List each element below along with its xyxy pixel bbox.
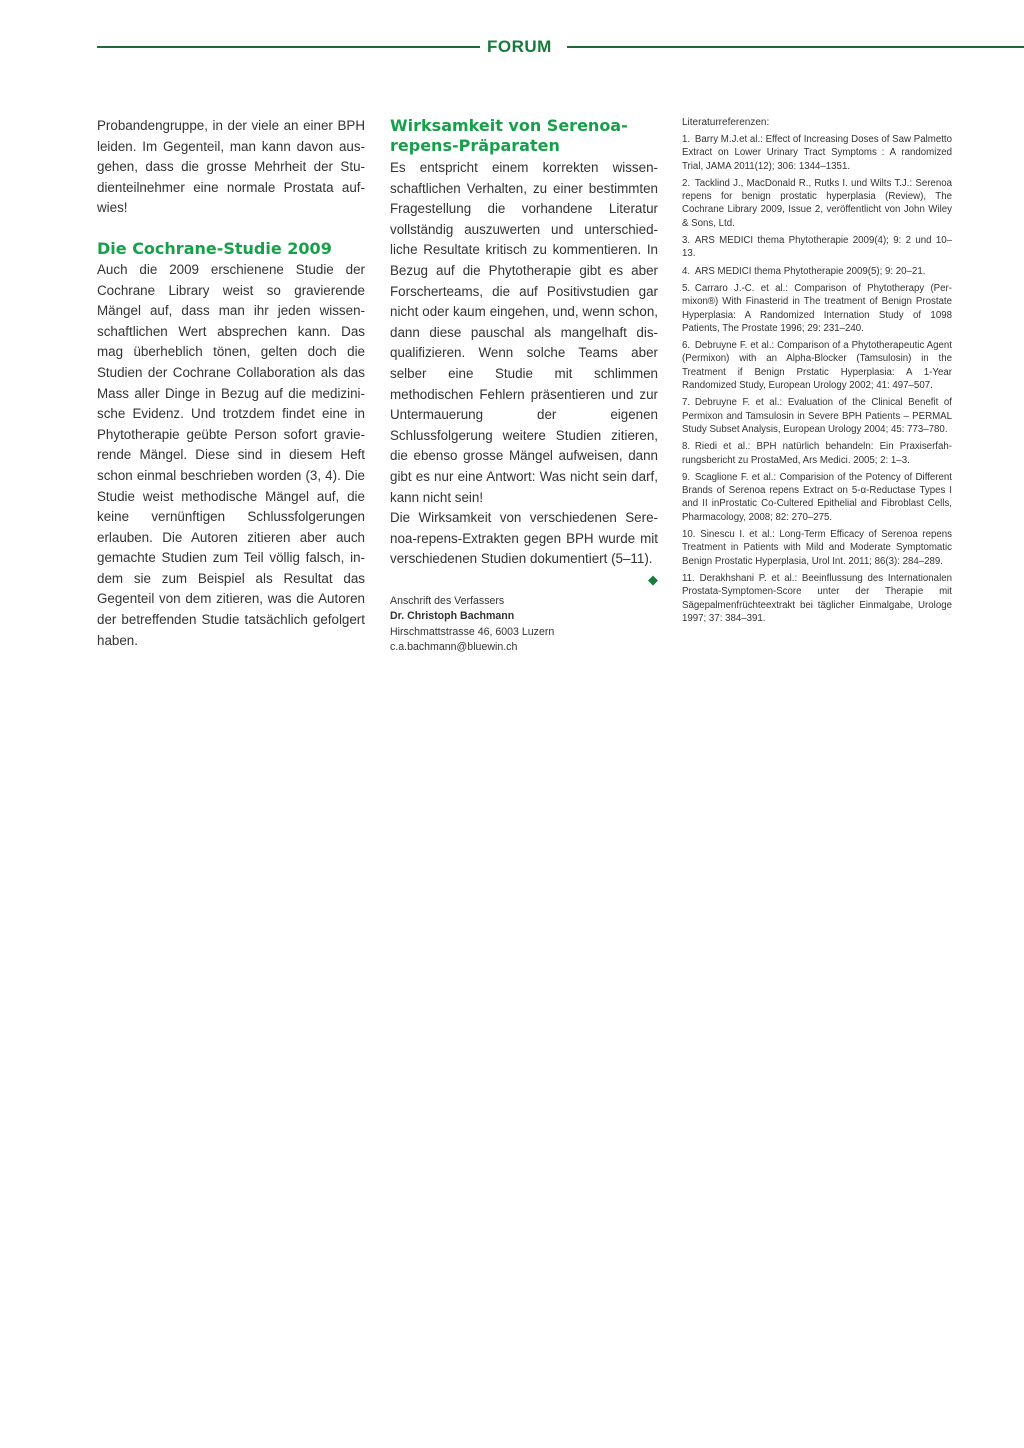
reference-item: 6. Debruyne F. et al.: Comparison of a Phytotherapeutic Agent (Permixon) with an Alpha-Blocker (Tamsulosin) in the Treatment if Benign Prstatic Hyperplasia: A 1-Year Randomized Study, European Urology 2002; 41: 497–507. [682,340,952,392]
author-email: c.a.bachmann@bluewin.ch [390,641,518,654]
section-title: FORUM [487,37,552,56]
header-rule-left [97,46,480,48]
paragraph-intro: Probandengruppe, in der viele an einer BPH leiden. Im Gegenteil, man kann davon ausgehen, dass die grosse Mehrheit der Studienteilnehmer eine normale Prostata aufwies! [97,118,365,216]
column-references [682,116,952,629]
address-label: Anschrift des Verfassers [390,594,505,607]
paragraph-efficacy-1: Es entspricht einem korrekten wissenschaftlichen Verhalten, zu einer bestimmten Fragestellung die vorhandene Literatur vollständig auszuwerten und unterschiedliche Resultate kritisch zu kommentieren. In Bezug auf die Phytotherapie gibt es aber Forscherteams, die auf Positivstudien gar nicht oder kaum eingehen, und, wenn schon, dann diese pauschal als mangelhaft disqualifizieren. Wenn solche Teams aber selber eine Studie mit schlimmen methodischen Fehlern präsentieren und zur Untermauerung der eigenen Schlussfolgerung weitere Studien zitieren, die ebenso grosse Mängel aufweisen, dann gibt es nur eine Antwort: Was nicht sein darf, kann nicht sein! [390,160,658,505]
author-address [390,594,658,656]
reference-item: 2. Tacklind J., MacDonald R., Rutks I. und Wilts T.J.: Serenoa repens for benign prostatic hyperplasia (Review), The Cochrane Library 2009, Issue 2, veröffentlicht von John Wiley & Sons, Ltd. [682,177,952,229]
references-list [682,133,952,625]
paragraph-efficacy-2 [390,508,658,587]
reference-item: 3. ARS MEDICI thema Phytotherapie 2009(4); 9: 2 und 10–13. [682,235,952,260]
author-name: Dr. Christoph Bachmann [390,610,515,623]
heading-efficacy: Wirksamkeit von Serenoa-repens-Präparaten [390,116,628,155]
reference-item: 5. Carraro J.-C. et al.: Comparison of Phytotherapy (Permixon®) With Finasterid in The treatment of Benign Prostate Hyperplasia: A Randomized Internation Study of 1098 Patients, The Prostate 1996; 29: 231–240. [682,282,952,334]
reference-item: 10. Sinescu I. et al.: Long-Term Efficacy of Serenoa repens Treatment in Patients with Mild and Moderate Symptomatic Benign Prostatic Hyperplasia, Urol Int. 2011; 86(3): 284–289. [682,529,952,567]
reference-item: 4. ARS MEDICI thema Phytotherapie 2009(5); 9: 20–21. [682,265,926,277]
heading-cochrane-study: Die Cochrane-Studie 2009 [97,238,332,258]
header-rule-right [567,46,1024,48]
paragraph-cochrane: Auch die 2009 erschienene Studie der Cochrane Library weist so gravierende Mängel auf, dass man ihr jeden wissenschaftlichen Wert absprechen kann. Das mag überheblich tönen, gelten doch die Studien der Cochrane Collaboration als das Mass aller Dinge in Bezug auf die medizinische Evidenz. Und trotzdem findet eine in Phytotherapie geübte Person sofort gravierende Mängel. Diese sind in diesem Heft schon einmal beschrieben worden (3, 4). Die Studie weist methodische Mängel auf, die keine vernünftigen Schlussfolgerungen erlauben. Die Autoren zitieren aber auch gemachte Studien zum Teil völlig falsch, indem sie zum Beispiel als Resultat das Gegenteil von dem zitieren, was die Autoren der betreffenden Studie tatsächlich gefolgert haben. [97,261,365,648]
reference-item: 1. Barry M.J.et al.: Effect of Increasing Doses of Saw Palmetto Extract on Lower Urinary Tract Symptoms : A randomized Trial, JAMA 2011(12); 306: 1344–1351. [682,134,952,172]
page-header [97,36,1024,58]
paragraph-efficacy-2-text: Die Wirksamkeit von verschiedenen Serenoa-repens-Extrakten gegen BPH wurde mit verschiedenen Studien dokumentiert (5–11). [390,510,658,567]
reference-item: 11. Derakhshani P. et al.: Beeinflussung des Internationalen Prostata-Symptomen-Score unter der Therapie mit Sägepalmenfrüchteextrakt bei täglicher Einmalgabe, Urologe 1997; 37: 384–391. [682,572,952,624]
reference-item: 8. Riedi et al.: BPH natürlich behandeln: Ein Praxiserfahrungsbericht zu ProstaMed, Ars Medici. 2005; 2: 1–3. [682,441,952,466]
references-title: Literaturreferenzen: [682,117,770,128]
column-middle [390,116,658,656]
end-of-article-diamond-icon: ◆ [648,571,658,587]
reference-item: 7. Debruyne F. et al.: Evaluation of the Clinical Benefit of Permixon and Tamsulosin in Severe BPH Patients – PERMAL Study Subset Analysis, European Urology 2004; 45: 773–780. [682,397,952,435]
column-left [97,116,365,651]
reference-item: 9. Scaglione F. et al.: Comparision of the Potency of Different Brands of Serenoa repens Extract on 5-α-Reductase Types I and II inProstatic Co-Cultered Epithelial and Fibroblast Cells, Pharmacology, 2008; 82: 270–275. [682,471,952,523]
address-street: Hirschmattstrasse 46, 6003 Luzern [390,625,555,638]
